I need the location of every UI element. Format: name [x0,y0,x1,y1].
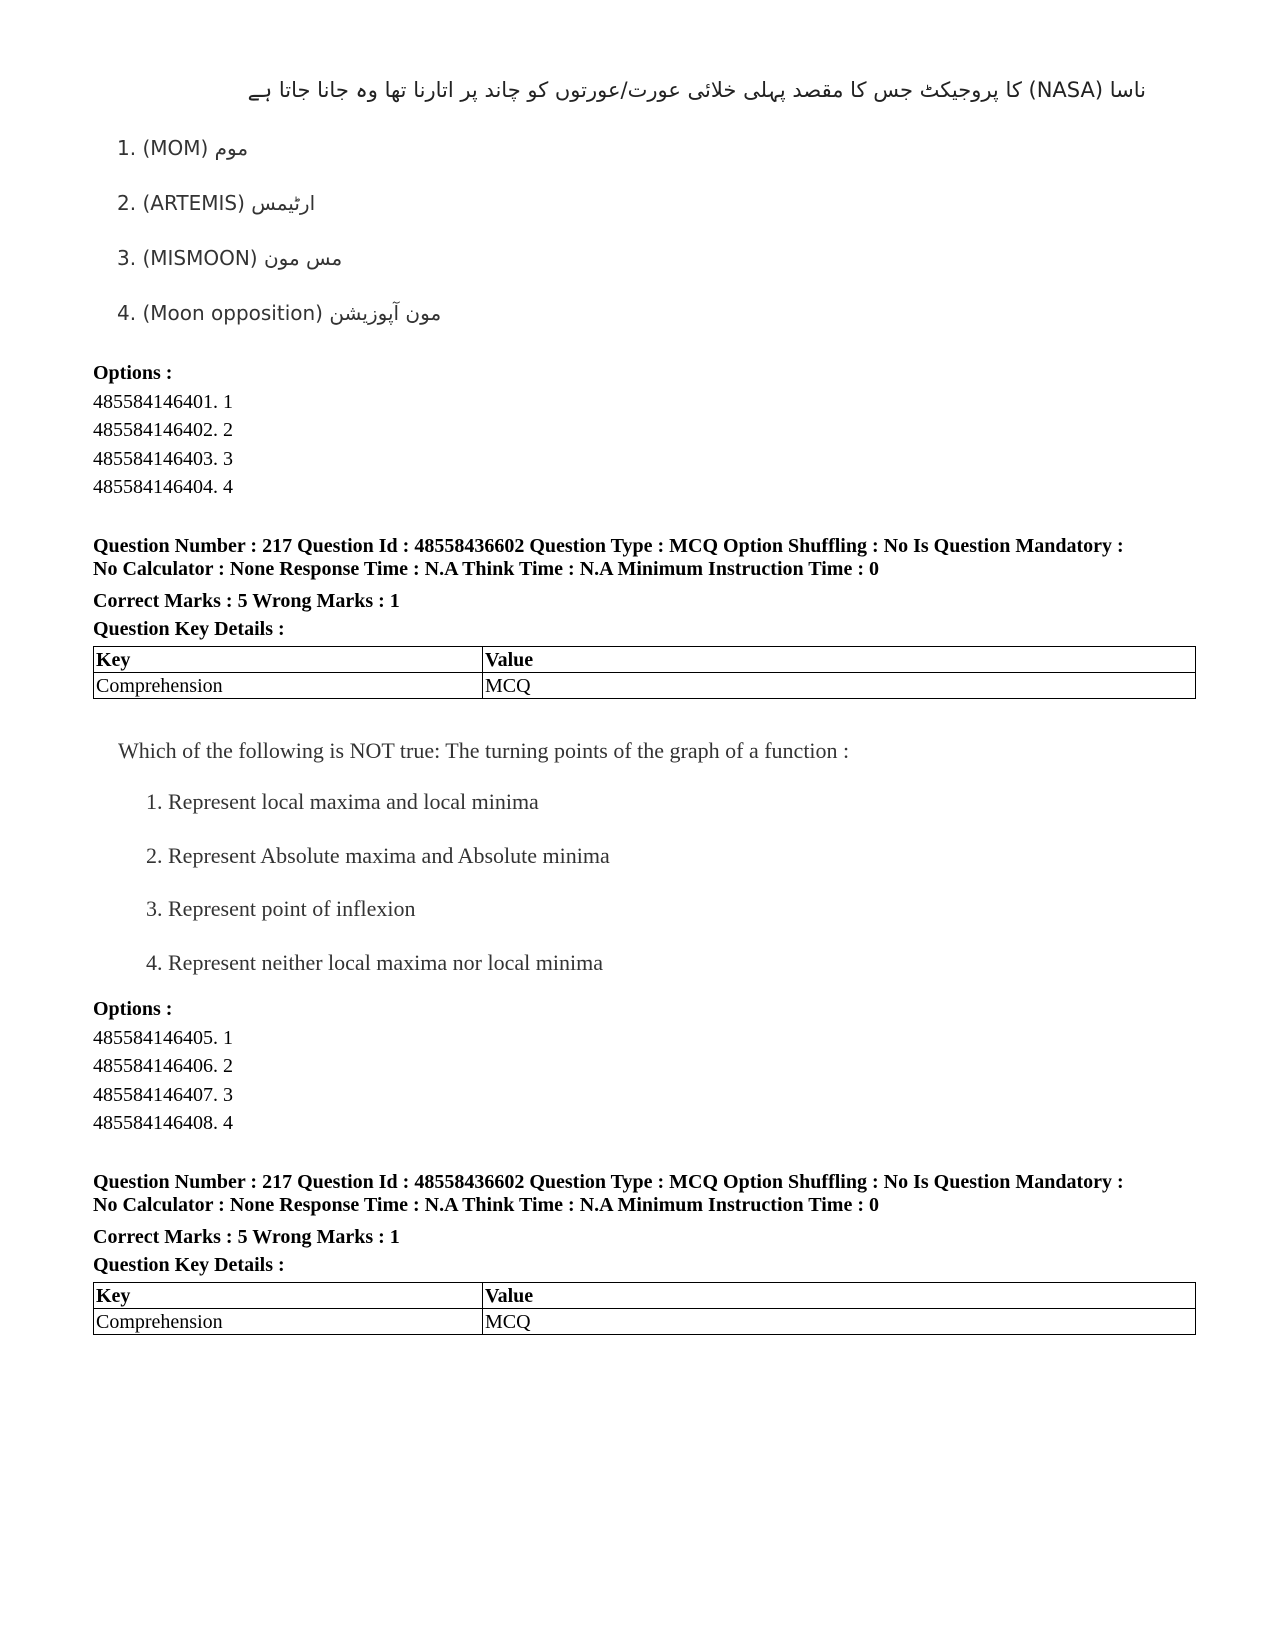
table-cell: MCQ [483,673,1196,699]
question-key-table-2 [93,1282,1196,1335]
option-text: (MISMOON) مس مون [142,246,343,270]
question-meta-line: Question Number : 217 Question Id : 48558436602 Question Type : MCQ Option Shuffling : No Is Question Mandatory : [93,535,1124,557]
option-id: 485584146405. 1 [93,1026,233,1049]
table-cell: Comprehension [94,673,483,699]
option-id: 485584146402. 2 [93,419,233,441]
option-number: 2. [117,191,137,215]
option-number: 4. [117,301,137,325]
table-row [94,673,1196,699]
table-header-row [94,647,1196,673]
options-heading: Options : [93,998,173,1020]
urdu-option-3 [117,246,441,301]
option-text: (MOM) موم [142,136,249,160]
question-option: 2. Represent Absolute maxima and Absolute minima [146,842,610,868]
key-details-heading: Question Key Details : [93,618,285,640]
table-header-cell: Key [94,1283,483,1309]
option-number: 3. [117,246,137,270]
urdu-option-2 [117,191,441,246]
question-meta-line: Question Number : 217 Question Id : 48558436602 Question Type : MCQ Option Shuffling : No Is Question Mandatory : [93,1171,1124,1193]
option-id: 485584146403. 3 [93,447,233,470]
options-block-2 [93,995,233,1138]
table-header-cell: Value [483,1283,1196,1309]
table-header-cell: Value [483,647,1196,673]
question-option: 4. Represent neither local maxima nor local minima [146,949,603,975]
urdu-question-text: ناسا (NASA) کا پروجیکٹ جس کا مقصد پہلی خلائی عورت/عورتوں کو چاند پر اتارنا تھا وہ جانا جاتا ہے [247,78,1146,102]
question-text: Which of the following is NOT true: The turning points of the graph of a function : [118,738,850,763]
table-cell: MCQ [483,1309,1196,1335]
question-meta-line: No Calculator : None Response Time : N.A Think Time : N.A Minimum Instruction Time : 0 [93,1194,879,1216]
urdu-question-options [117,136,441,356]
table-row [94,1309,1196,1335]
question-meta-1 [93,535,1203,643]
question-option: 1. Represent local maxima and local minima [146,789,539,814]
option-id: 485584146404. 4 [93,476,233,498]
options-heading: Options : [93,362,173,384]
options-block-1 [93,359,233,502]
question-meta-2 [93,1171,1203,1279]
key-details-heading: Question Key Details : [93,1254,285,1276]
marks-line: Correct Marks : 5 Wrong Marks : 1 [93,1226,400,1248]
question-meta-line: No Calculator : None Response Time : N.A Think Time : N.A Minimum Instruction Time : 0 [93,558,879,580]
table-header-row [94,1283,1196,1309]
table-header-cell: Key [94,647,483,673]
option-id: 485584146407. 3 [93,1083,233,1106]
option-id: 485584146406. 2 [93,1055,233,1077]
option-text: (ARTEMIS) ارٹیمس [142,191,316,215]
option-id: 485584146408. 4 [93,1112,233,1134]
urdu-option-4 [117,301,441,356]
option-number: 1. [117,136,137,160]
urdu-option-1 [117,136,441,191]
question-key-table-1 [93,646,1196,699]
option-id: 485584146401. 1 [93,390,233,413]
question-option: 3. Represent point of inflexion [146,896,416,921]
table-cell: Comprehension [94,1309,483,1335]
marks-line: Correct Marks : 5 Wrong Marks : 1 [93,590,400,612]
question-options [146,789,610,1003]
option-text: (Moon opposition) مون آپوزیشن [142,301,442,325]
